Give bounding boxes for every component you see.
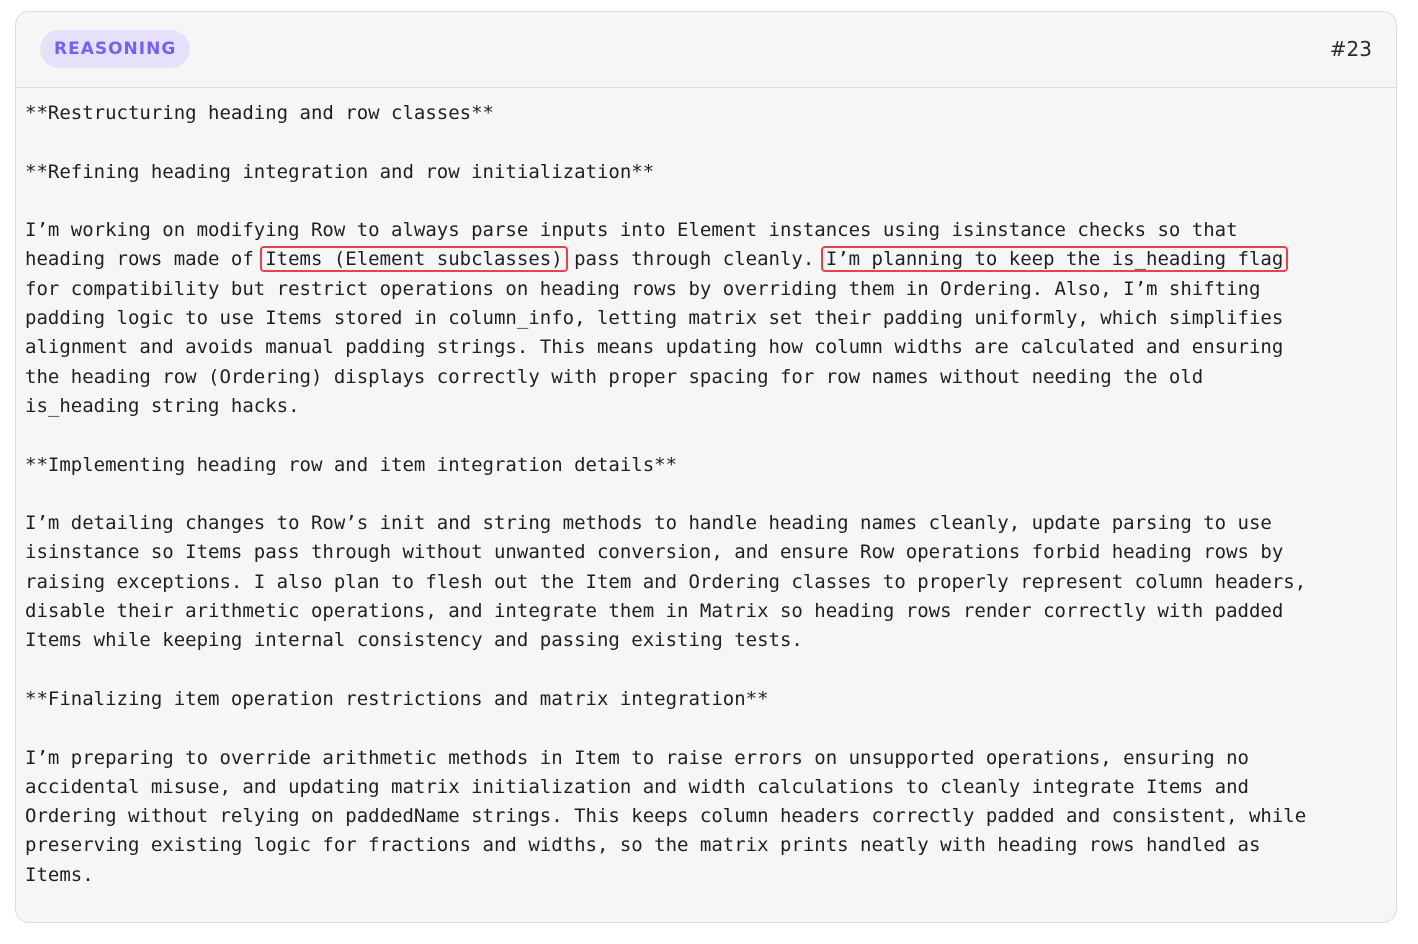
- paragraph-line-text: pass through cleanly.: [562, 248, 826, 271]
- paragraph-line: alignment and avoids manual padding strings. This means updating how column widths are calculated and ensuring: [25, 336, 1284, 359]
- paragraph-line-text: heading rows made of: [25, 248, 266, 271]
- paragraph-line: disable their arithmetic operations, and integrate them in Matrix so heading rows render correctly with padded: [25, 600, 1284, 623]
- paragraph-line: I’m preparing to override arithmetic methods in Item to raise errors on unsupported operations, ensuring no: [25, 746, 1249, 769]
- section-heading: **Finalizing item operation restrictions and matrix integration**: [25, 687, 769, 710]
- highlight-box: Items (Element subclasses): [262, 248, 565, 270]
- paragraph-line: I’m working on modifying Row to always parse inputs into Element instances using isinstance checks so that: [25, 219, 1238, 242]
- paragraph-line: is_heading string hacks.: [25, 394, 300, 417]
- highlight-box: I’m planning to keep the is_heading flag: [823, 248, 1287, 270]
- section-heading: **Implementing heading row and item integration details**: [25, 453, 678, 476]
- item-number: #23: [1329, 37, 1372, 61]
- paragraph-line: I’m detailing changes to Row’s init and string methods to handle heading names cleanly, update parsing to use: [25, 512, 1272, 535]
- paragraph-line: for compatibility but restrict operations on heading rows by overriding them in Ordering. Also, I’m shifting: [25, 277, 1261, 300]
- paragraph-line: Ordering without relying on paddedName strings. This keeps column headers correctly padded and consistent, while: [25, 805, 1307, 828]
- paragraph-line: isinstance so Items pass through without unwanted conversion, and ensure Row operations forbid heading rows by: [25, 541, 1284, 564]
- paragraph-line: the heading row (Ordering) displays correctly with proper spacing for row names without needing the old: [25, 365, 1204, 388]
- paragraph-line: Items.: [25, 863, 94, 886]
- paragraph-line: accidental misuse, and updating matrix initialization and width calculations to cleanly integrate Items and: [25, 775, 1249, 798]
- section-heading: **Refining heading integration and row initialization**: [25, 160, 655, 183]
- section-heading: **Restructuring heading and row classes**: [25, 102, 494, 124]
- card-header: [16, 12, 1396, 88]
- paragraph-line: Items while keeping internal consistency and passing existing tests.: [25, 629, 803, 652]
- reasoning-content: [25, 99, 1365, 890]
- paragraph-line: raising exceptions. I also plan to flesh out the Item and Ordering classes to properly represent column headers,: [25, 570, 1307, 593]
- paragraph-line: padding logic to use Items stored in column_info, letting matrix set their padding uniformly, which simplifies: [25, 307, 1284, 330]
- paragraph-line: preserving existing logic for fractions and widths, so the matrix prints neatly with heading rows handled as: [25, 834, 1261, 857]
- reasoning-badge: REASONING: [40, 30, 190, 68]
